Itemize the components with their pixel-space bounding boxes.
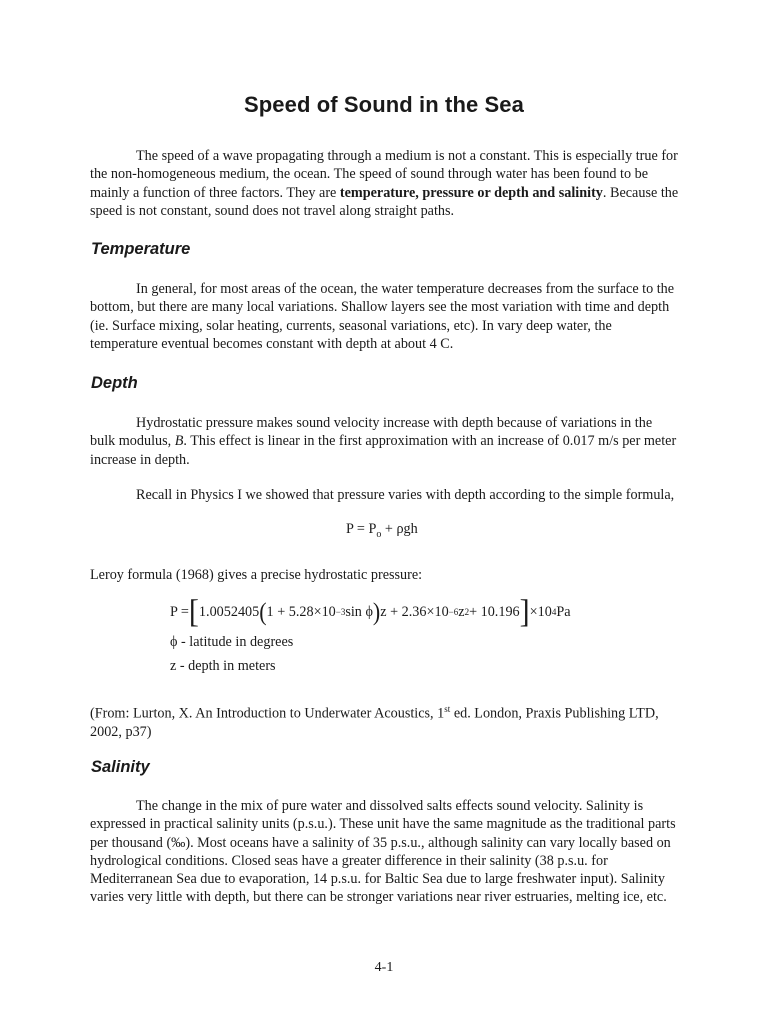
temperature-paragraph bbox=[90, 280, 680, 353]
salinity-text: The change in the mix of pure water and dissolved salts effects sound velocity. Salinity is expressed in practical salinity units (p.s.u.). These unit have the same magnitude as the traditional parts per thousand (‰). Most oceans have a salinity of 35 p.s.u., although salinity can vary locally based on hydrological conditions. Closed seas have a greater difference in their salinity (38 p.s.u. for Mediterranean Sea due to evaporation, 14 p.s.u. for Baltic Sea due to large freshwater input). Salinity varies very little with depth, but there can be stronger variations near river estruaries, melting ice, etc. bbox=[90, 798, 676, 906]
def-z: z - depth in meters bbox=[170, 658, 276, 674]
bulk-modulus-symbol: B bbox=[174, 433, 184, 450]
leroy-exp-4: 4 bbox=[551, 607, 557, 617]
ref-text-1: (From: Lurton, X. An Introduction to Underwater Acoustics, 1 bbox=[90, 705, 445, 722]
heading-temperature: Temperature bbox=[91, 240, 191, 258]
depth-text-1b: . This effect is linear in the first approximation with an increase of 0.017 m/s per meter increase in depth. bbox=[90, 433, 677, 468]
right-paren: ) bbox=[372, 597, 381, 626]
reference-citation bbox=[90, 700, 690, 741]
temperature-text: In general, for most areas of the ocean, the water temperature decreases from the surface to the bottom, but there are many local variations. Shallow layers see the most variation with time and depth (ie. Surface mixing, solar heating, currents, seasonal variations, etc). In vary deep water, the temperature eventual becomes constant with depth at about 4 C. bbox=[90, 281, 675, 352]
depth-text-1a: Hydrostatic pressure makes sound velocity increase with depth because of variations in the bulk modulus, bbox=[90, 415, 653, 450]
page-number: 4-1 bbox=[374, 960, 394, 975]
formula-subscript: o bbox=[376, 528, 382, 540]
leroy-multiplier: ×10 bbox=[529, 603, 552, 620]
intro-paragraph bbox=[90, 147, 680, 220]
depth-paragraph-1 bbox=[90, 414, 680, 469]
leroy-lhs: P = bbox=[170, 603, 189, 620]
ref-text-2: ed. London, Praxis Publishing LTD, 2002, p37) bbox=[90, 705, 659, 741]
leroy-exp-1: −3 bbox=[335, 607, 346, 617]
left-paren: ( bbox=[259, 597, 267, 626]
leroy-sin-term: sin ϕ bbox=[345, 603, 373, 620]
leroy-unit: Pa bbox=[556, 603, 571, 620]
leroy-exp-2: −6 bbox=[448, 607, 459, 617]
leroy-formula bbox=[170, 593, 571, 630]
leroy-term-1: 1 + 5.28×10 bbox=[266, 603, 336, 620]
depth-paragraph-2 bbox=[90, 486, 680, 504]
intro-text-2: . Because the speed is not constant, sound does not travel along straight paths. bbox=[90, 184, 679, 219]
leroy-constant: + 10.196 bbox=[469, 603, 520, 620]
salinity-paragraph bbox=[90, 797, 680, 907]
simple-pressure-formula bbox=[346, 521, 418, 540]
leroy-exp-z: 2 bbox=[464, 607, 470, 617]
right-bracket: ] bbox=[519, 593, 530, 630]
heading-salinity: Salinity bbox=[91, 758, 150, 776]
leroy-term-2: z + 2.36×10 bbox=[380, 603, 449, 620]
ref-superscript: st bbox=[444, 704, 451, 714]
leroy-coefficient: 1.0052405 bbox=[198, 603, 260, 620]
def-phi: ϕ - latitude in degrees bbox=[170, 634, 294, 650]
intro-bold-factors: temperature, pressure or depth and salinity bbox=[339, 184, 603, 201]
formula-lhs: P = P bbox=[346, 521, 377, 537]
leroy-intro: Leroy formula (1968) gives a precise hydrostatic pressure: bbox=[90, 567, 423, 583]
page-title: Speed of Sound in the Sea bbox=[244, 92, 524, 117]
depth-text-2: Recall in Physics I we showed that pressure varies with depth according to the simple formula, bbox=[136, 487, 675, 503]
formula-rhs: + ρgh bbox=[381, 521, 418, 537]
heading-depth: Depth bbox=[91, 374, 138, 392]
intro-text-1: The speed of a wave propagating through a medium is not a constant. This is especially true for the non-homogeneous medium, the ocean. The speed of sound through water has been found to be mainly a function of three factors. They are bbox=[90, 148, 678, 201]
leroy-z: z bbox=[458, 603, 465, 620]
left-bracket: [ bbox=[188, 593, 199, 630]
